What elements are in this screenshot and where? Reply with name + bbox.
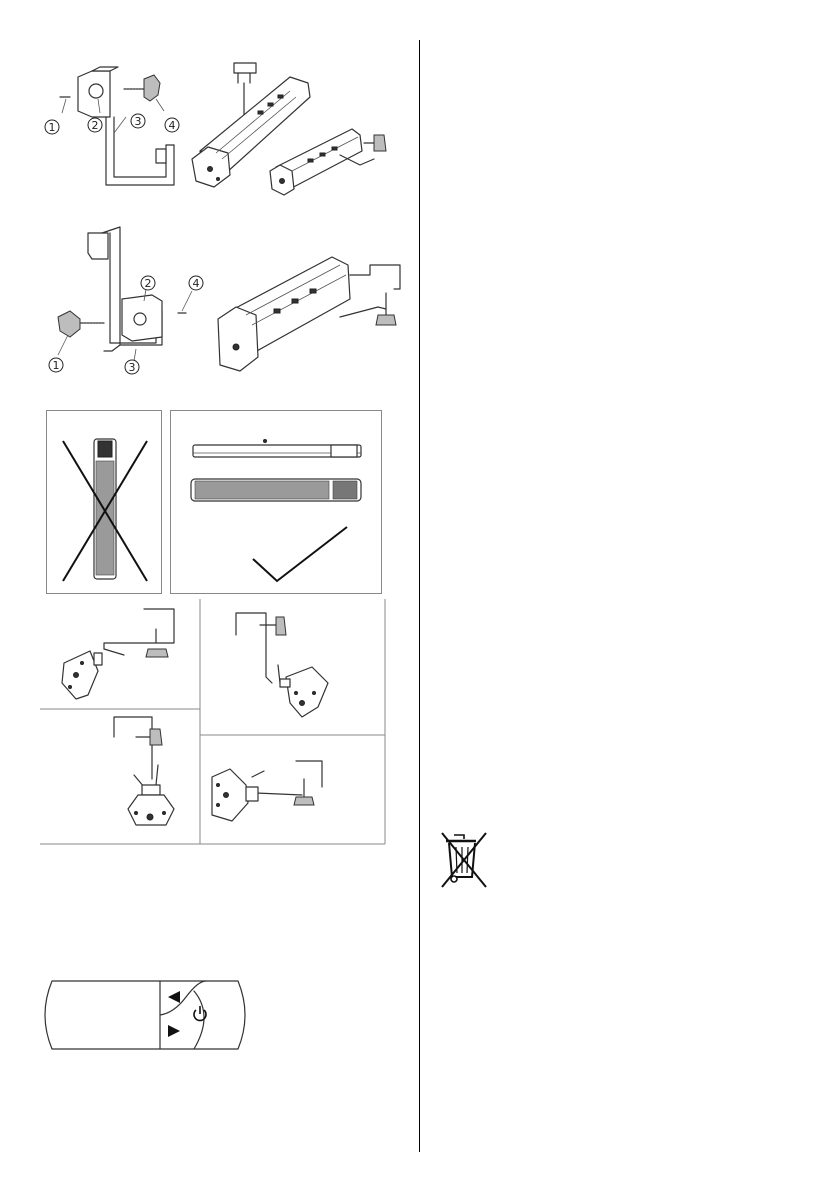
knob-bolt-icon bbox=[124, 75, 160, 101]
bracket-b-figure bbox=[40, 225, 410, 380]
callout-b-4: 4 bbox=[192, 277, 200, 290]
orientation-correct-panel bbox=[170, 410, 382, 594]
control-panel bbox=[38, 977, 254, 1053]
callout-a-3: 3 bbox=[134, 115, 142, 128]
column-divider bbox=[419, 40, 420, 1152]
horizontal-heater-drawing bbox=[171, 411, 383, 595]
callout-b-3: 3 bbox=[128, 361, 136, 374]
heater-bracket-b-icon bbox=[218, 257, 400, 371]
bracket-a-drawing bbox=[40, 55, 410, 205]
left-triangle-icon bbox=[168, 991, 180, 1003]
callout-a-2: 2 bbox=[91, 119, 99, 132]
angle-view-2-icon bbox=[236, 613, 328, 717]
angle-view-1-icon bbox=[62, 609, 174, 699]
angle-grid-drawing bbox=[40, 599, 385, 844]
heater-horizontal-front-view-icon bbox=[191, 479, 361, 501]
down-button[interactable] bbox=[168, 1025, 180, 1037]
angle-view-3-icon bbox=[114, 717, 174, 825]
weee-symbol bbox=[438, 831, 490, 891]
heater-wall-mounted-icon bbox=[270, 129, 386, 195]
bracket-plate-icon bbox=[78, 67, 118, 117]
callouts-a bbox=[45, 99, 179, 134]
angle-view-4-icon bbox=[212, 761, 322, 821]
heater-vertical-icon bbox=[94, 439, 116, 579]
callout-a-4: 4 bbox=[168, 119, 176, 132]
crossed-out-wheelie-bin-icon bbox=[438, 831, 490, 891]
angle-grid bbox=[40, 599, 385, 844]
callout-b-1: 1 bbox=[52, 359, 60, 372]
knob-bolt-b-icon bbox=[58, 311, 104, 337]
callout-a-1: 1 bbox=[48, 121, 56, 134]
up-button[interactable] bbox=[168, 991, 180, 1003]
heater-horizontal-top-view-icon bbox=[193, 440, 361, 458]
callout-b-2: 2 bbox=[144, 277, 152, 290]
control-panel-drawing bbox=[38, 977, 254, 1053]
bracket-a-figure bbox=[40, 55, 410, 205]
right-triangle-icon bbox=[168, 1025, 180, 1037]
orientation-wrong-panel bbox=[46, 410, 162, 594]
vertical-heater-drawing bbox=[47, 411, 163, 595]
check-mark-icon bbox=[253, 527, 347, 581]
bracket-b-drawing bbox=[40, 225, 410, 380]
